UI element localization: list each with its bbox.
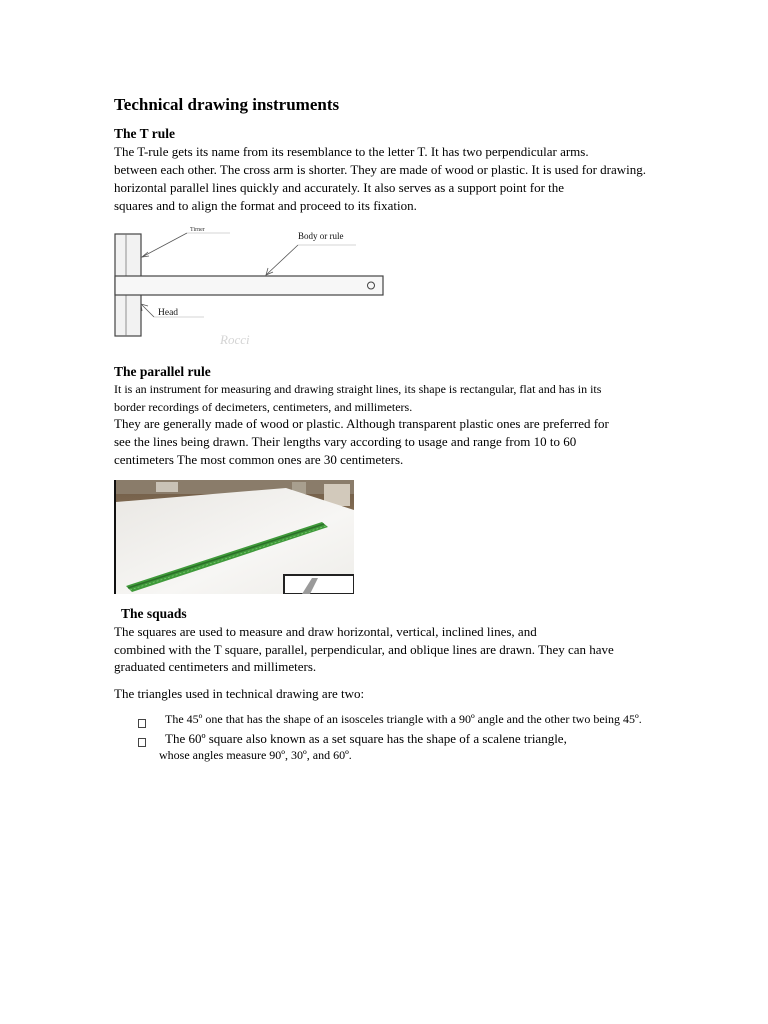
parallel-rule-text-line: see the lines being drawn. Their lengths vary according to usage and range from 10 to 60 [114, 434, 577, 449]
t-rule-body-shape [115, 276, 383, 295]
t-rule-text-line: between each other. The cross arm is shorter. They are made of wood or plastic. It is used for drawing. [114, 162, 646, 177]
figure-label-top: Tirner [190, 227, 205, 233]
t-rule-text-line: horizontal parallel lines quickly and accurately. It also serves as a support point for the [114, 180, 565, 195]
section-heading-t-rule: The T rule [114, 126, 176, 141]
t-rule-text-line: The T-rule gets its name from its resemblance to the letter T. It has two perpendicular arms. [114, 144, 589, 159]
parallel-rule-text-line: They are generally made of wood or plastic. Although transparent plastic ones are preferred for [114, 416, 609, 431]
figure-label-head: Head [158, 308, 179, 318]
bullet-icon [138, 715, 146, 733]
squads-text-line: graduated centimeters and millimeters. [114, 659, 317, 674]
bullet-item: The 45º one that has the shape of an isosceles triangle with a 90º angle and the other two being 45º. [165, 712, 642, 726]
bullet-item: The 60º square also known as a set square has the shape of a scalene triangle, [165, 731, 567, 746]
bullet-item-continuation: whose angles measure 90º, 30º, and 60º. [159, 748, 352, 762]
section-heading-parallel-rule: The parallel rule [114, 364, 211, 379]
t-rule-figure [112, 226, 388, 354]
squads-text-line: combined with the T square, parallel, perpendicular, and oblique lines are drawn. They can have [114, 642, 614, 657]
parallel-rule-text-line: centimeters The most common ones are 30 centimeters. [114, 452, 404, 467]
scan-artifact: Rocci [220, 332, 250, 347]
page-title: Technical drawing instruments [114, 95, 340, 114]
triangles-intro: The triangles used in technical drawing are two: [114, 686, 365, 701]
squads-text-line: The squares are used to measure and draw horizontal, vertical, inclined lines, and [114, 624, 537, 639]
parallel-rule-text-line: It is an instrument for measuring and drawing straight lines, its shape is rectangular, flat and has in its [114, 382, 602, 396]
parallel-rule-photo [114, 480, 354, 594]
parallel-rule-text-line: border recordings of decimeters, centimeters, and millimeters. [114, 400, 413, 414]
bullet-icon [138, 734, 146, 752]
figure-label-body: Body or rule [298, 231, 344, 241]
section-heading-squads: The squads [121, 606, 187, 621]
t-rule-text-line: squares and to align the format and proceed to its fixation. [114, 198, 417, 213]
